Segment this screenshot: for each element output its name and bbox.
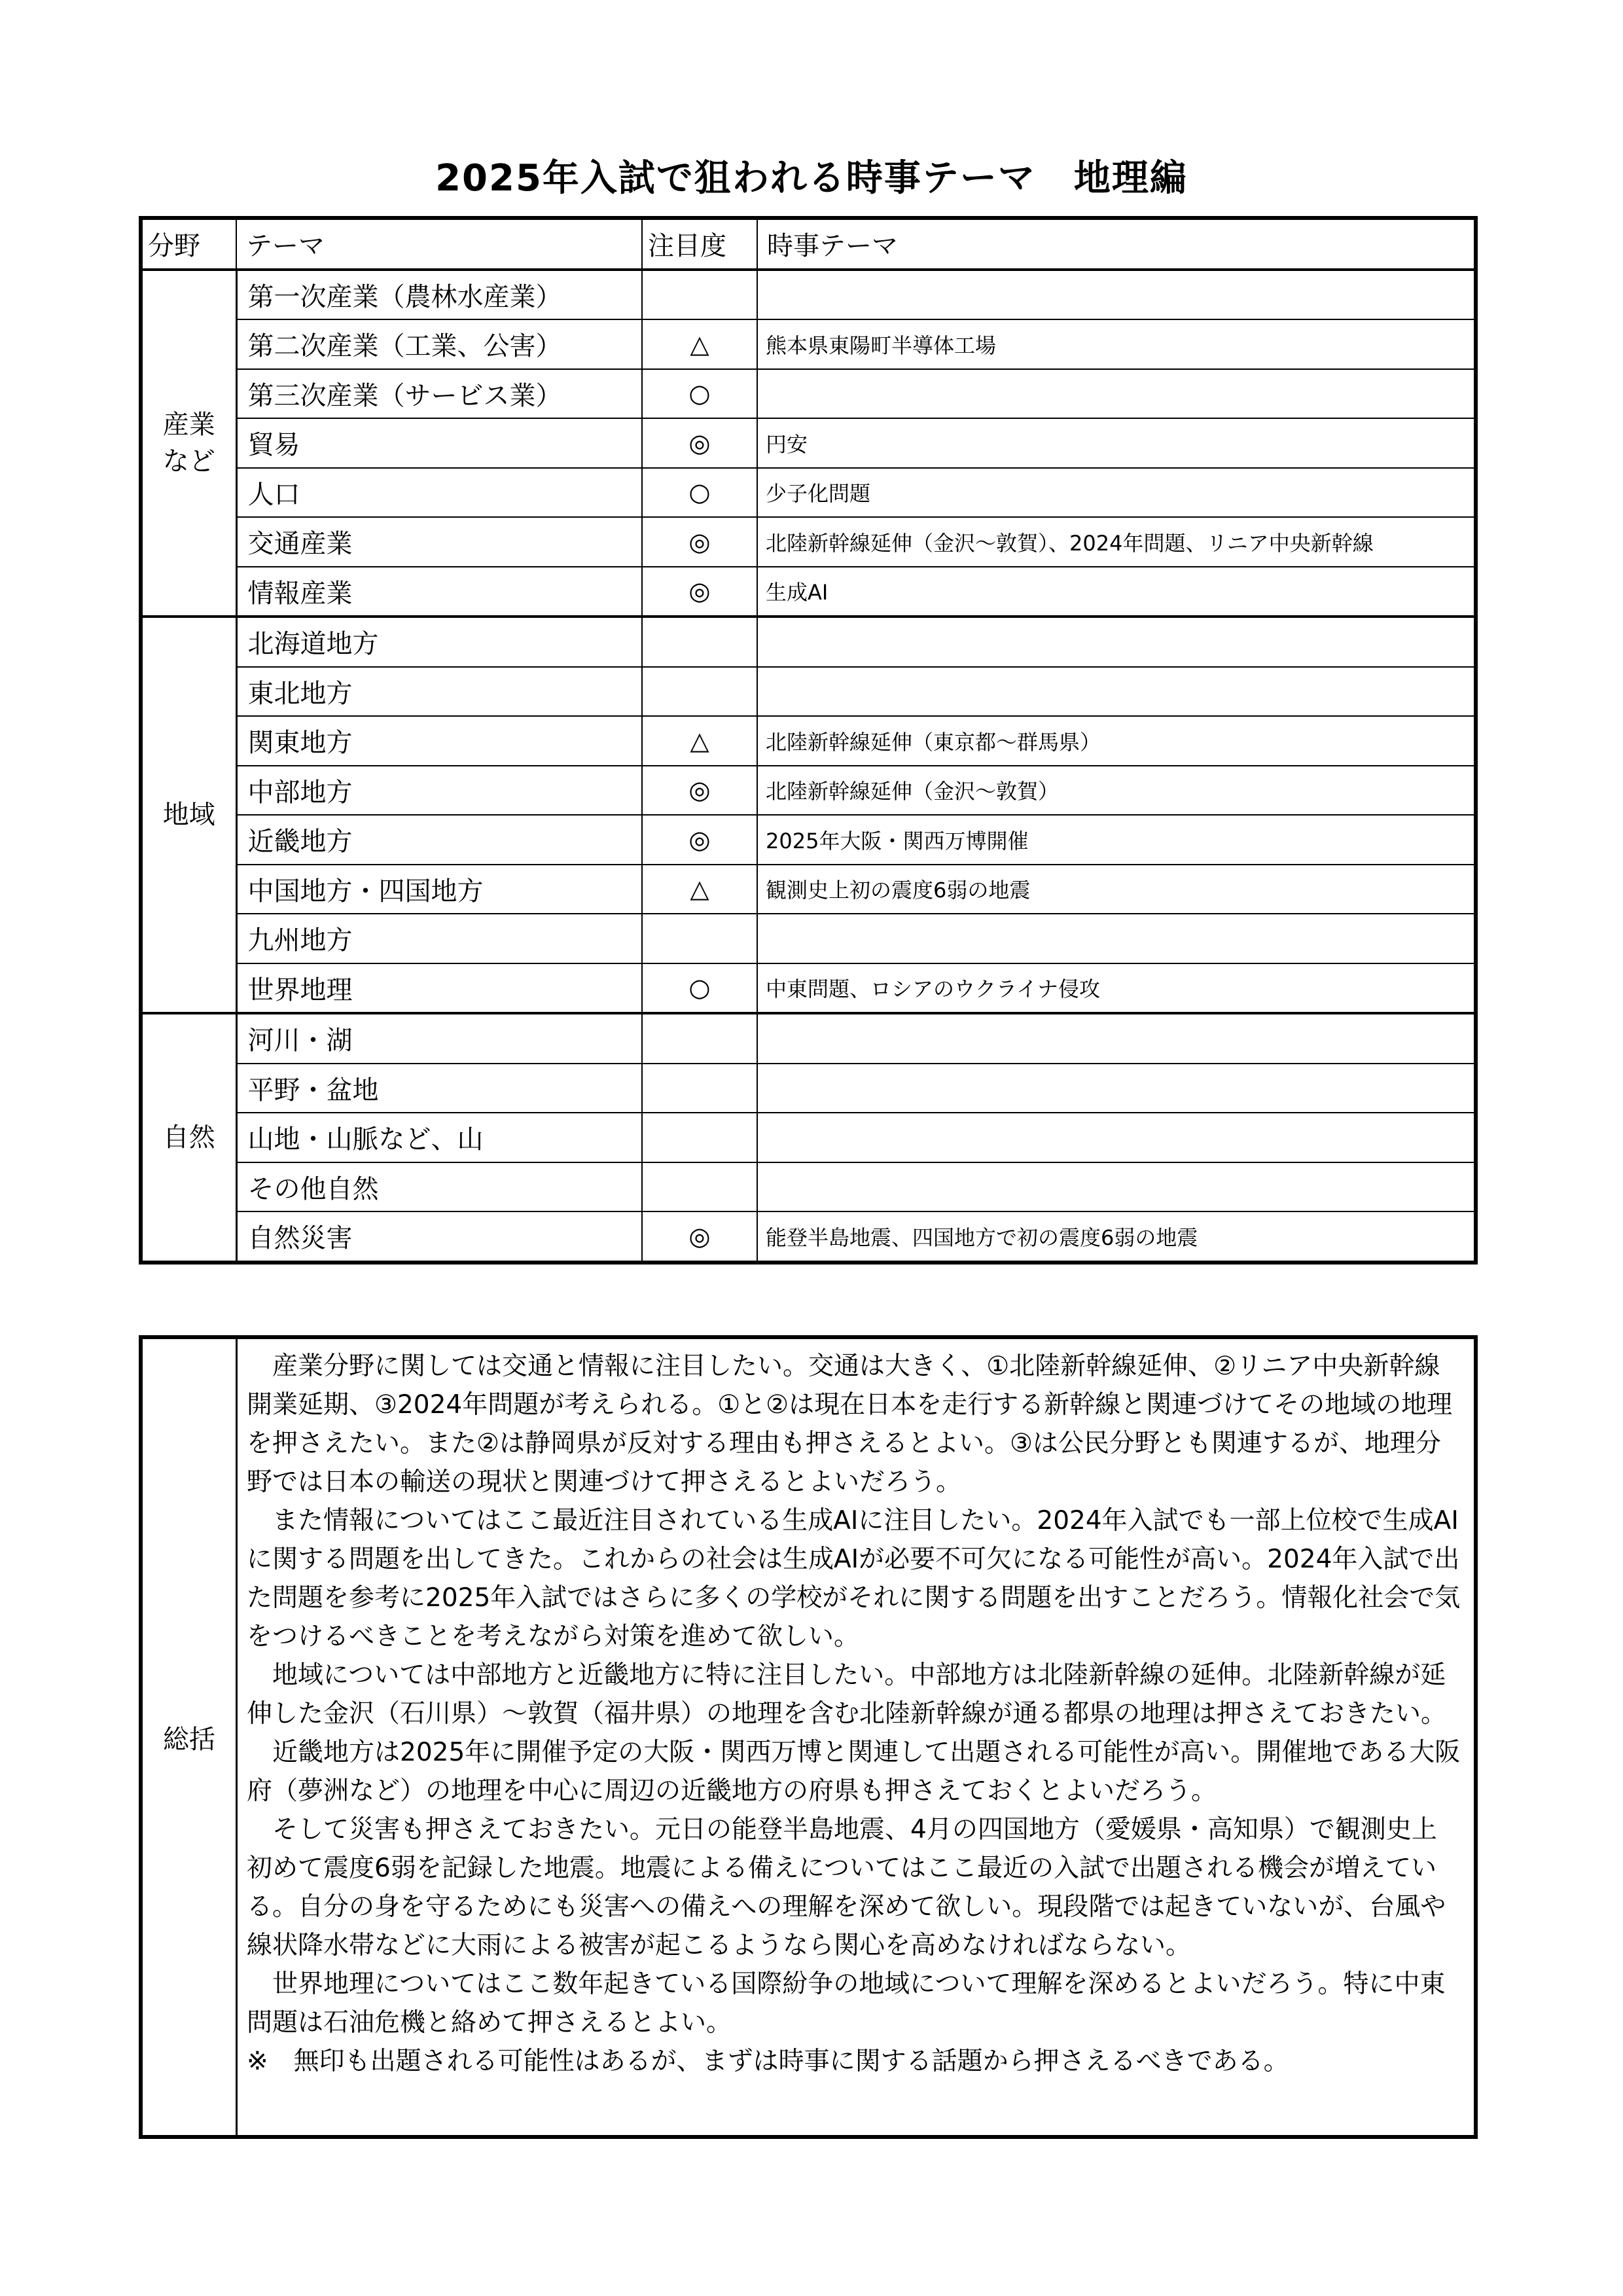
attention-mark: [642, 914, 757, 963]
attention-mark: [642, 1064, 757, 1113]
theme-cell: 関東地方: [236, 716, 642, 766]
topic-cell: 観測史上初の震度6弱の地震: [757, 865, 1476, 914]
attention-mark: ◎: [642, 567, 757, 617]
attention-mark: [642, 270, 757, 320]
attention-mark: ◎: [642, 418, 757, 468]
theme-cell: その他自然: [236, 1162, 642, 1212]
table-row: [141, 865, 1476, 914]
attention-mark: [642, 1162, 757, 1212]
topic-cell: [757, 1162, 1476, 1212]
topic-cell: 2025年大阪・関西万博開催: [757, 815, 1476, 865]
attention-mark: ○: [642, 468, 757, 518]
table-row: [141, 517, 1476, 567]
topic-cell: 北陸新幹線延伸（金沢～敦賀）: [757, 766, 1476, 816]
summary-paragraph: 世界地理についてはここ数年起きている国際紛争の地域について理解を深めるとよいだろう。特に中東問題は石油危機と絡めて押さえるとよい。: [247, 1969, 1446, 2037]
table-row: [141, 667, 1476, 717]
theme-cell: 北海道地方: [236, 617, 642, 667]
header-theme: テーマ: [236, 218, 642, 270]
table-row: [141, 617, 1476, 667]
attention-mark: △: [642, 865, 757, 914]
table-row: [141, 1013, 1476, 1064]
theme-cell: 貿易: [236, 418, 642, 468]
theme-cell: 世界地理: [236, 963, 642, 1014]
summary-label: 総括: [141, 1337, 237, 2137]
theme-cell: 平野・盆地: [236, 1064, 642, 1113]
page-title: 2025年入試で狙われる時事テーマ 地理編: [435, 157, 1188, 200]
theme-cell: 第三次産業（サービス業）: [236, 369, 642, 419]
table-row: [141, 369, 1476, 419]
attention-mark: ◎: [642, 766, 757, 816]
topic-cell: [757, 270, 1476, 320]
theme-cell: 人口: [236, 468, 642, 518]
table-row: [141, 963, 1476, 1014]
table-row: [141, 716, 1476, 766]
category-cell: 自然: [141, 1013, 236, 1263]
summary-paragraph: 地域については中部地方と近畿地方に特に注目したい。中部地方は北陸新幹線の延伸。北陸新幹線が延伸した金沢（石川県）～敦賀（福井県）の地理を含む北陸新幹線が通る都県の地理は押さえておきたい。: [247, 1660, 1447, 1729]
attention-mark: ◎: [642, 815, 757, 865]
theme-cell: 中国地方・四国地方: [236, 865, 642, 914]
summary-table: [139, 1335, 1478, 2139]
summary-note: ※ 無印も出題される可能性はあるが、まずは時事に関する話題から押さえるべきである。: [247, 2047, 1289, 2076]
attention-mark: △: [642, 319, 757, 369]
topic-cell: 熊本県東陽町半導体工場: [757, 319, 1476, 369]
table-row: [141, 1162, 1476, 1212]
table-row: [141, 1211, 1476, 1263]
table-row: [141, 319, 1476, 369]
topic-cell: [757, 667, 1476, 717]
attention-mark: △: [642, 716, 757, 766]
table-row: [141, 1113, 1476, 1162]
theme-cell: 自然災害: [236, 1211, 642, 1263]
category-cell: 地域: [141, 617, 236, 1013]
attention-mark: ○: [642, 963, 757, 1014]
theme-cell: 東北地方: [236, 667, 642, 717]
attention-mark: [642, 667, 757, 717]
theme-cell: 交通産業: [236, 517, 642, 567]
topic-cell: 中東問題、ロシアのウクライナ侵攻: [757, 963, 1476, 1014]
topic-cell: 能登半島地震、四国地方で初の震度6弱の地震: [757, 1211, 1476, 1263]
attention-mark: ○: [642, 369, 757, 419]
table-row: [141, 468, 1476, 518]
topic-cell: 生成AI: [757, 567, 1476, 617]
summary-paragraph: そして災害も押さえておきたい。元日の能登半島地震、4月の四国地方（愛媛県・高知県）で観測史上初めて震度6弱を記録した地震。地震による備えについてはここ最近の入試で出題される機会が増えている。自分の身を守るためにも災害への備えへの理解を深めて欲しい。現段階では起きていないが、台風や線状降水帯などに大雨による被害が起こるようなら関心を高めなければならない。: [247, 1815, 1446, 1960]
summary-paragraph: また情報についてはここ最近注目されている生成AIに注目したい。2024年入試でも一部上位校で生成AIに関する問題を出してきた。これからの社会は生成AIが必要不可欠になる可能性が高い。2024年入試で出た問題を参考に2025年入試ではさらに多くの学校がそれに関する問題を出すことだろう。情報化社会で気をつけるべきことを考えながら対策を進めて欲しい。: [247, 1506, 1461, 1651]
topic-cell: [757, 369, 1476, 419]
summary-paragraph: 産業分野に関しては交通と情報に注目したい。交通は大きく、①北陸新幹線延伸、②リニア中央新幹線開業延期、③2024年問題が考えられる。①と②は現在日本を走行する新幹線と関連づけてその地域の地理を押さえたい。また②は静岡県が反対する理由も押さえるとよい。③は公民分野とも関連するが、地理分野では日本の輸送の現状と関連づけて押さえるとよいだろう。: [247, 1352, 1453, 1497]
topic-cell: [757, 617, 1476, 667]
attention-mark: [642, 1013, 757, 1064]
table-row: [141, 270, 1476, 320]
topic-cell: [757, 1064, 1476, 1113]
topic-cell: [757, 1113, 1476, 1162]
theme-cell: 第二次産業（工業、公害）: [236, 319, 642, 369]
header-category: 分野: [141, 218, 236, 270]
table-row: [141, 418, 1476, 468]
theme-cell: 第一次産業（農林水産業）: [236, 270, 642, 320]
topic-cell: [757, 1013, 1476, 1064]
theme-cell: 山地・山脈など、山: [236, 1113, 642, 1162]
table-row: [141, 766, 1476, 816]
table-row: [141, 914, 1476, 963]
table-row: [141, 567, 1476, 617]
table-row: [141, 1064, 1476, 1113]
attention-mark: ◎: [642, 1211, 757, 1263]
theme-cell: 中部地方: [236, 766, 642, 816]
table-row: [141, 815, 1476, 865]
theme-cell: 河川・湖: [236, 1013, 642, 1064]
table-header-row: [141, 218, 1476, 270]
header-topic: 時事テーマ: [757, 218, 1476, 270]
header-attention: 注目度: [642, 218, 757, 270]
topic-cell: 少子化問題: [757, 468, 1476, 518]
topic-cell: 北陸新幹線延伸（金沢～敦賀）、2024年問題、リニア中央新幹線: [757, 517, 1476, 567]
theme-cell: 九州地方: [236, 914, 642, 963]
attention-mark: [642, 617, 757, 667]
topic-cell: 北陸新幹線延伸（東京都～群馬県）: [757, 716, 1476, 766]
theme-cell: 情報産業: [236, 567, 642, 617]
summary-paragraph: 近畿地方は2025年に開催予定の大阪・関西万博と関連して出題される可能性が高い。開催地である大阪府（夢洲など）の地理を中心に周辺の近畿地方の府県も押さえておくとよいだろう。: [247, 1738, 1461, 1806]
attention-mark: [642, 1113, 757, 1162]
theme-cell: 近畿地方: [236, 815, 642, 865]
topic-cell: [757, 914, 1476, 963]
summary-body: [237, 1337, 1476, 2137]
category-cell: 産業 など: [141, 270, 236, 617]
topic-cell: 円安: [757, 418, 1476, 468]
theme-table: [139, 216, 1478, 1265]
attention-mark: ◎: [642, 517, 757, 567]
